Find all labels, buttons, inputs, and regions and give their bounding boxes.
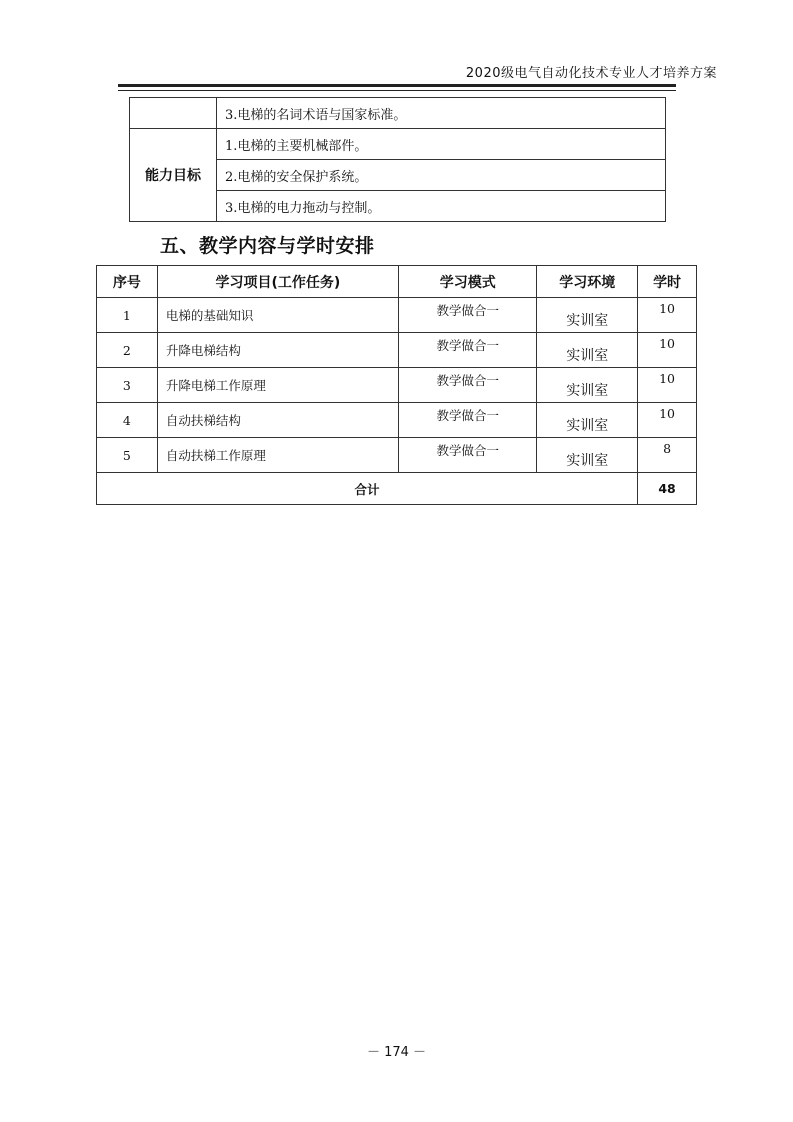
table-header-row — [97, 266, 697, 298]
table-row — [97, 333, 697, 368]
row-environment: 实训室 — [537, 298, 638, 333]
document-header-title: 2020级电气自动化技术专业人才培养方案 — [465, 66, 717, 81]
section-heading: 五、教学内容与学时安排 — [160, 235, 375, 257]
schedule-table — [96, 265, 697, 505]
column-header-mode: 学习模式 — [398, 266, 537, 298]
objective-item: 3.电梯的电力拖动与控制。 — [217, 191, 666, 222]
row-hours: 10 — [638, 333, 697, 368]
row-number: 5 — [97, 438, 158, 473]
row-environment: 实训室 — [537, 403, 638, 438]
column-header-project: 学习项目(工作任务) — [157, 266, 398, 298]
objective-category-cell — [130, 98, 217, 129]
row-mode: 教学做合一 — [398, 403, 537, 438]
total-label: 合计 — [97, 473, 638, 505]
objective-item: 3.电梯的名词术语与国家标准。 — [217, 98, 666, 129]
table-row — [97, 403, 697, 438]
total-row — [97, 473, 697, 505]
header-rule — [118, 84, 676, 87]
page-number: － 174 － — [366, 1045, 427, 1060]
column-header-no: 序号 — [97, 266, 158, 298]
row-environment: 实训室 — [537, 368, 638, 403]
objective-item: 1.电梯的主要机械部件。 — [217, 129, 666, 160]
row-hours: 8 — [638, 438, 697, 473]
table-row — [97, 298, 697, 333]
objectives-table — [129, 97, 666, 222]
row-mode: 教学做合一 — [398, 333, 537, 368]
row-project: 自动扶梯工作原理 — [157, 438, 398, 473]
row-mode: 教学做合一 — [398, 438, 537, 473]
header-rule-thin — [118, 90, 676, 91]
total-value: 48 — [638, 473, 697, 505]
row-number: 1 — [97, 298, 158, 333]
objective-item: 2.电梯的安全保护系统。 — [217, 160, 666, 191]
row-environment: 实训室 — [537, 438, 638, 473]
row-number: 3 — [97, 368, 158, 403]
table-row — [130, 129, 666, 160]
row-mode: 教学做合一 — [398, 368, 537, 403]
row-number: 4 — [97, 403, 158, 438]
row-project: 升降电梯结构 — [157, 333, 398, 368]
row-project: 自动扶梯结构 — [157, 403, 398, 438]
row-project: 升降电梯工作原理 — [157, 368, 398, 403]
row-hours: 10 — [638, 368, 697, 403]
row-mode: 教学做合一 — [398, 298, 537, 333]
row-number: 2 — [97, 333, 158, 368]
column-header-hours: 学时 — [638, 266, 697, 298]
row-environment: 实训室 — [537, 333, 638, 368]
column-header-environment: 学习环境 — [537, 266, 638, 298]
table-row — [130, 98, 666, 129]
row-hours: 10 — [638, 403, 697, 438]
table-row — [97, 438, 697, 473]
table-row — [97, 368, 697, 403]
row-hours: 10 — [638, 298, 697, 333]
ability-objectives-label: 能力目标 — [130, 129, 217, 222]
row-project: 电梯的基础知识 — [157, 298, 398, 333]
